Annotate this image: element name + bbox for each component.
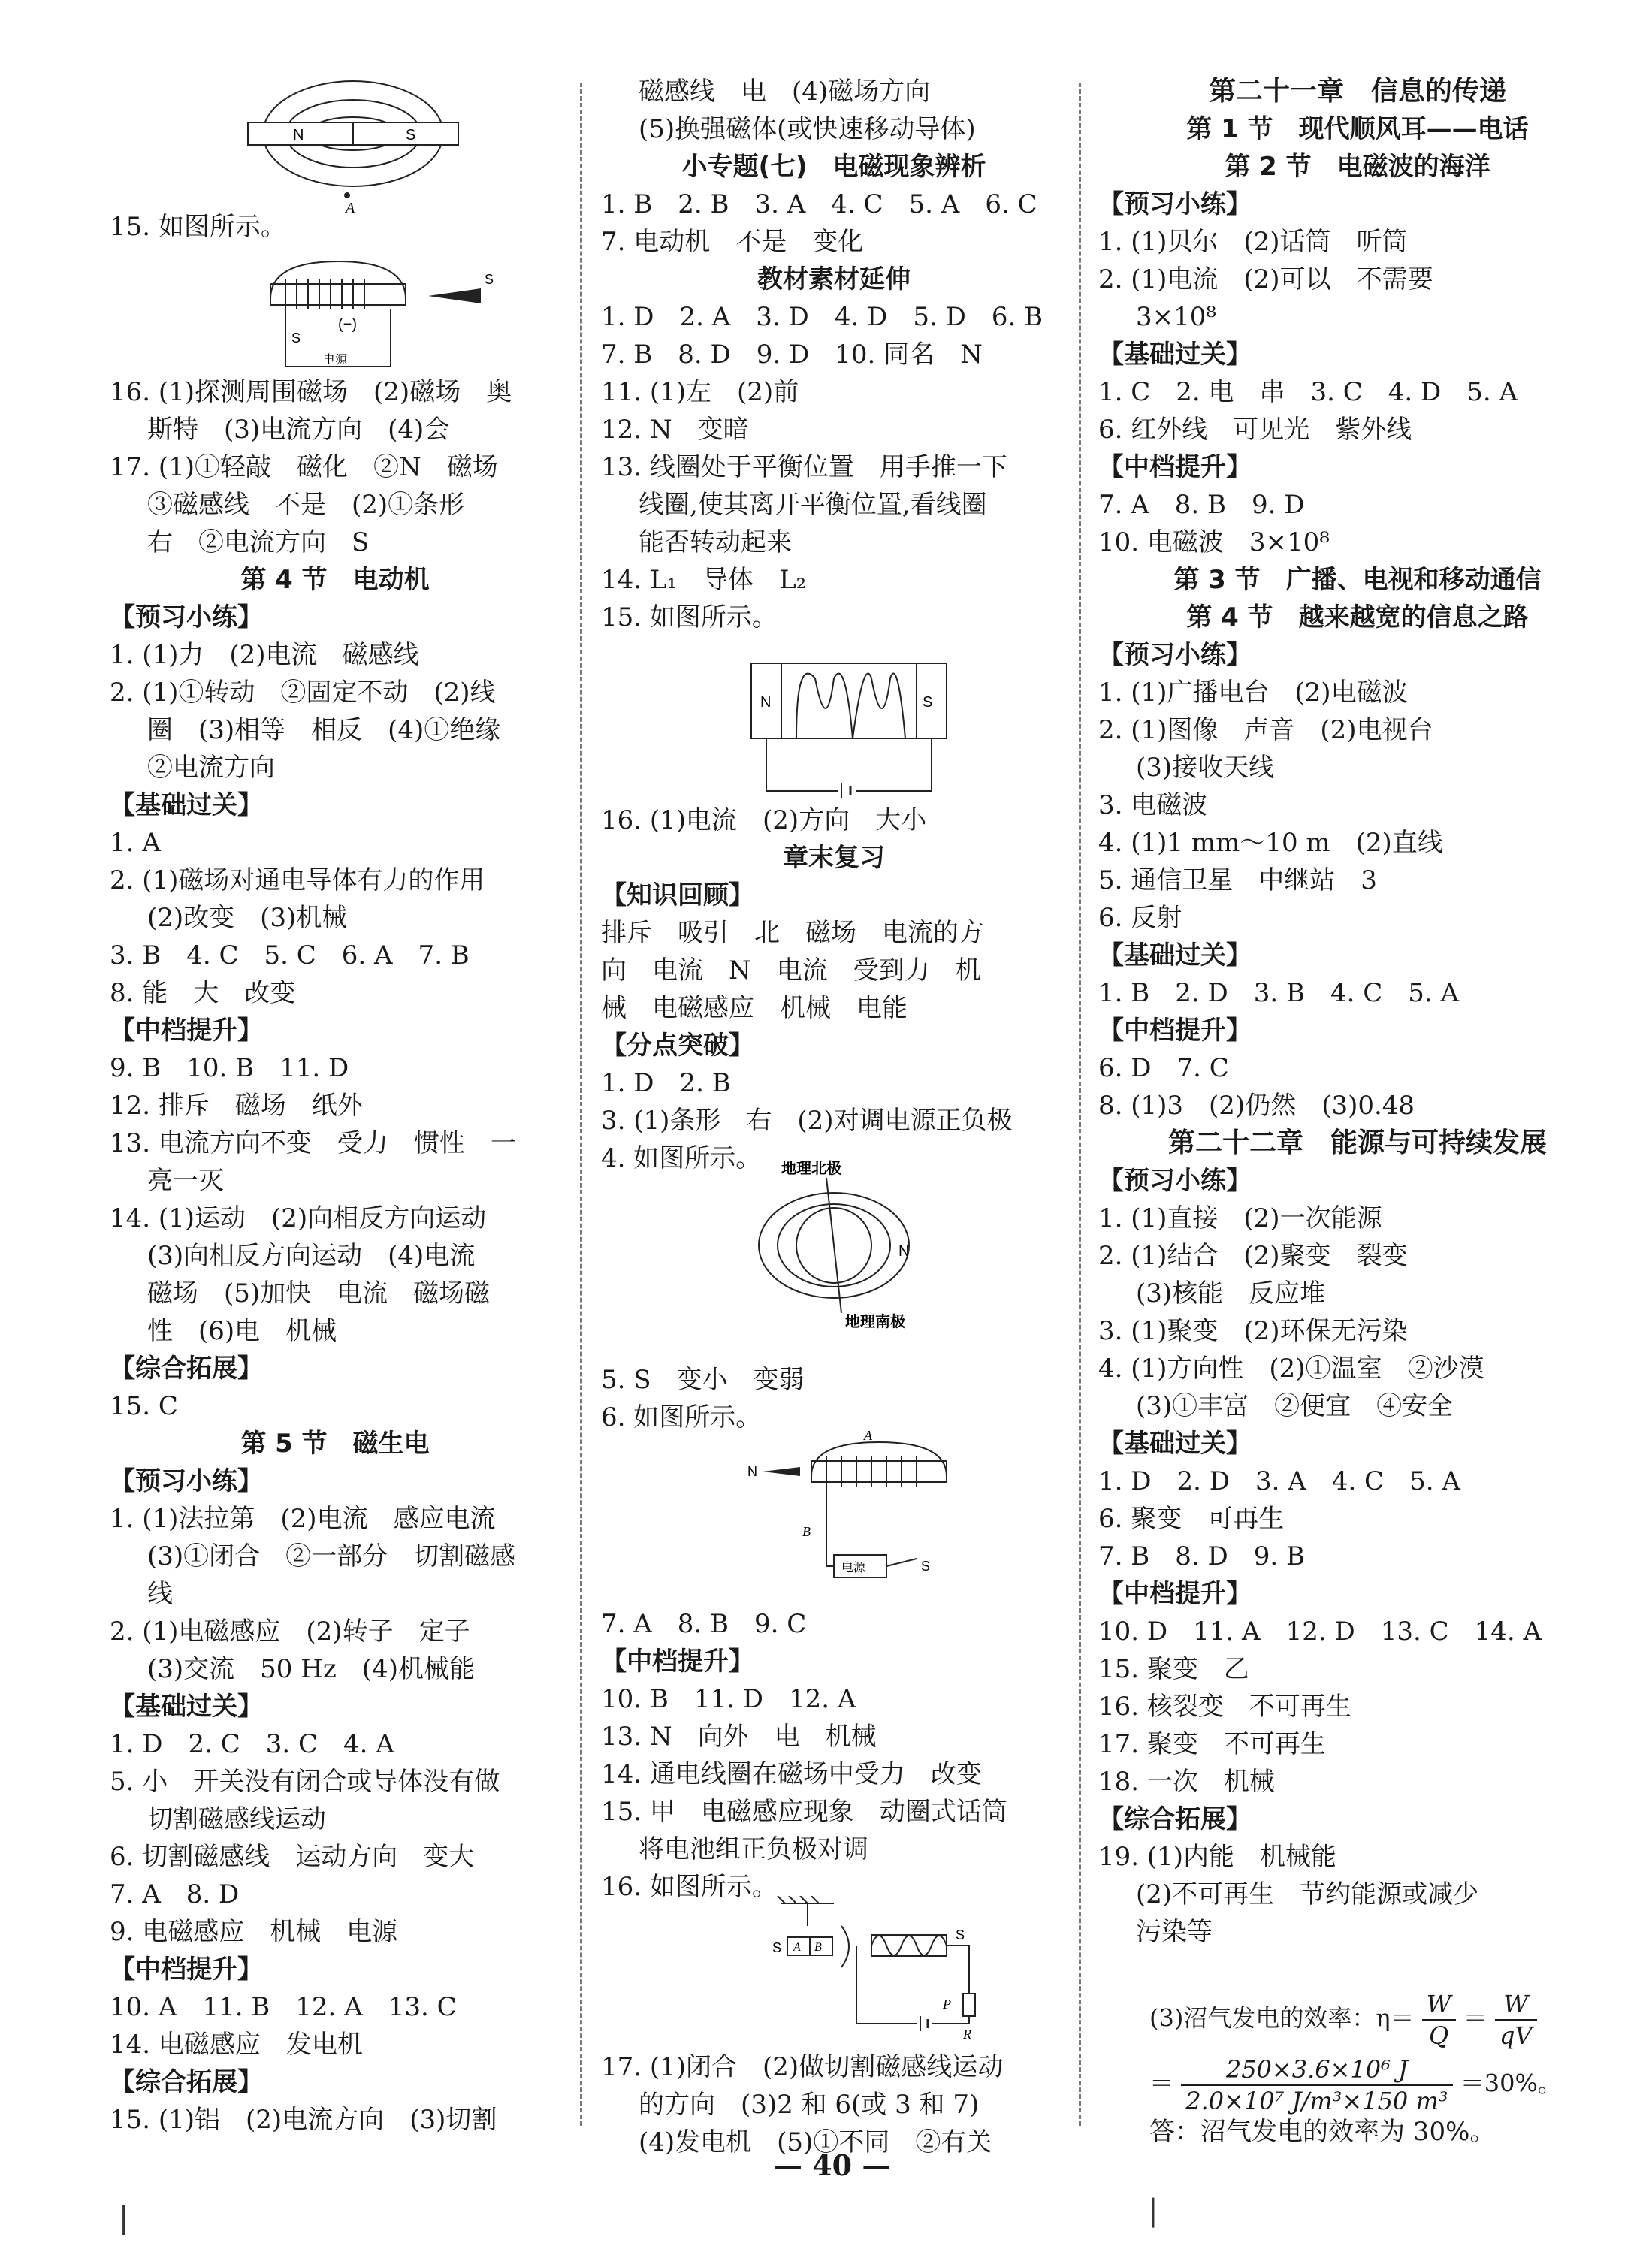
- c1-line-13: 1. A: [110, 828, 161, 858]
- c1-line-41: 7. A 8. D: [110, 1879, 240, 1909]
- c1-line-27: 【综合拓展】: [110, 1354, 263, 1384]
- c3-line-49: 污染等: [1136, 1917, 1213, 1947]
- c1-line-36: 【基础过关】: [110, 1692, 263, 1722]
- fig-6-label-n: N: [747, 1464, 757, 1479]
- c3-line-28: 第二十二章 能源与可持续发展: [1167, 1127, 1547, 1158]
- c3-line-26: 6. D 7. C: [1098, 1053, 1229, 1083]
- c1-line-24: (3)向相反方向运动 (4)电流: [147, 1241, 476, 1271]
- c3-line-12: 10. 电磁波 3×10⁸: [1098, 527, 1330, 557]
- fig-a-label-s: S: [406, 127, 416, 143]
- c1-line-22: 亮一灭: [147, 1166, 224, 1196]
- c3-line-6: 3×10⁸: [1136, 302, 1217, 332]
- c2-line-14: 15. 如图所示。: [601, 602, 778, 632]
- c2-line-13: 14. L₁ 导体 L₂: [601, 565, 807, 595]
- fig-16-label-s2: S: [956, 1927, 965, 1942]
- c2-line-8: 11. (1)左 (2)前: [601, 377, 799, 407]
- c3-line-32: (3)核能 反应堆: [1136, 1278, 1326, 1309]
- c2-line-33: 将电池组正负极对调: [639, 1834, 868, 1864]
- c3-line-46: 【综合拓展】: [1098, 1804, 1252, 1834]
- c1-line-8: 1. (1)力 (2)电流 磁感线: [110, 640, 419, 670]
- fig-6-label-a: A: [864, 1428, 872, 1443]
- c1-line-7: 【预习小练】: [110, 602, 263, 632]
- c1-line-40: 6. 切割磁感线 运动方向 变大: [110, 1842, 475, 1872]
- c3-line-4: 1. (1)贝尔 (2)话筒 听筒: [1098, 227, 1408, 257]
- column-divider-right: [1079, 83, 1081, 2126]
- fig-4-label-north: 地理北极: [781, 1159, 841, 1177]
- c2-line-36: 的方向 (3)2 和 6(或 3 和 7): [639, 2090, 980, 2120]
- c1-line-28: 15. C: [110, 1391, 178, 1421]
- c3-line-37: 1. D 2. D 3. A 4. C 5. A: [1098, 1466, 1460, 1496]
- c1-line-26: 性 (6)电 机械: [147, 1316, 337, 1346]
- figure-solenoid-circuit: [744, 1423, 969, 1596]
- fraction-w-q: $\frac{W}{Q}$: [1422, 1989, 1456, 2051]
- c3-line-47: 19. (1)内能 机械能: [1098, 1842, 1337, 1872]
- c2-line-28: 【中档提升】: [601, 1647, 754, 1677]
- c1-line-12: 【基础过关】: [110, 790, 263, 820]
- figure-bar-magnet-field: [240, 66, 466, 216]
- c2-line-37: (4)发电机 (5)①不同 ②有关: [639, 2127, 992, 2157]
- c3-line-5: 2. (1)电流 (2)可以 不需要: [1098, 264, 1433, 294]
- c1-line-46: 【综合拓展】: [110, 2067, 263, 2097]
- c3-line-3: 【预习小练】: [1098, 189, 1252, 219]
- c1-line-32: (3)①闭合 ②一部分 切割磁感: [147, 1541, 516, 1571]
- formula-prefix: (3)沼气发电的效率：η＝: [1149, 2003, 1415, 2033]
- c2-line-25: 5. S 变小 变弱: [601, 1365, 805, 1395]
- efficiency-formula-line1: (3)沼气发电的效率：η＝ $\frac{W}{Q}$ ＝ $\frac{W}{qV}$: [1149, 1989, 1537, 2051]
- figure-speaker-circuit: [766, 1896, 992, 2046]
- c3-line-9: 6. 红外线 可见光 紫外线: [1098, 415, 1412, 445]
- efficiency-formula-line2: ＝ $\frac{\text{250×3.6×10⁶ J}}{\text{2.0×10⁷ J/m³×150 m³}}$ ＝30%。: [1149, 2055, 1562, 2115]
- c3-line-45: 18. 一次 机械: [1098, 1767, 1275, 1797]
- c3-line-34: 4. (1)方向性 (2)①温室 ②沙漠: [1098, 1354, 1484, 1384]
- fig-15a-label-s: S: [485, 272, 494, 287]
- c3-line-1: 第 1 节 现代顺风耳——电话: [1186, 114, 1529, 144]
- fig-15b-label-n: N: [760, 694, 772, 711]
- c1-line-10: 圈 (3)相等 相反 (4)①绝缘: [147, 715, 501, 745]
- c2-line-18: 排斥 吸引 北 磁场 电流的方: [601, 918, 984, 948]
- c1-line-31: 1. (1)法拉第 (2)电流 感应电流: [110, 1504, 496, 1534]
- c1-line-14: 2. (1)磁场对通电导体有力的作用: [110, 865, 485, 895]
- column-divider-left: [580, 83, 582, 2126]
- figure-earth-magnetic-field: [751, 1155, 947, 1336]
- c1-line-16: 3. B 4. C 5. C 6. A 7. B: [110, 940, 470, 970]
- c1-line-35: (3)交流 50 Hz (4)机械能: [147, 1654, 475, 1684]
- fig-6-label-b: B: [802, 1524, 811, 1539]
- c2-line-0: 磁感线 电 (4)磁场方向: [639, 77, 931, 107]
- c2-line-21: 【分点突破】: [601, 1031, 754, 1061]
- c3-line-31: 2. (1)结合 (2)聚变 裂变: [1098, 1241, 1408, 1271]
- c1-line-23: 14. (1)运动 (2)向相反方向运动: [110, 1203, 487, 1233]
- c1-line-34: 2. (1)电磁感应 (2)转子 定子: [110, 1616, 470, 1647]
- c2-line-35: 17. (1)闭合 (2)做切割磁感线运动: [601, 2052, 1004, 2082]
- c3-line-29: 【预习小练】: [1098, 1166, 1252, 1196]
- c2-line-9: 12. N 变暗: [601, 415, 749, 445]
- c2-line-7: 7. B 8. D 9. D 10. 同名 N: [601, 340, 983, 370]
- c3-line-18: (3)接收天线: [1136, 753, 1275, 783]
- scan-mark-left: ❘: [111, 2201, 137, 2235]
- c3-line-30: 1. (1)直接 (2)一次能源: [1098, 1203, 1382, 1233]
- c1-line-18: 【中档提升】: [110, 1016, 263, 1046]
- c3-line-25: 【中档提升】: [1098, 1016, 1252, 1046]
- c1-line-21: 13. 电流方向不变 受力 惯性 一: [110, 1128, 516, 1158]
- c2-line-27: 7. A 8. B 9. C: [601, 1609, 807, 1639]
- c1-line-39: 切割磁感线运动: [147, 1804, 326, 1834]
- c2-line-26: 6. 如图所示。: [601, 1402, 762, 1432]
- c2-line-2: 小专题(七) 电磁现象辨析: [681, 152, 986, 182]
- c2-line-5: 教材素材延伸: [757, 264, 911, 294]
- c2-line-34: 16. 如图所示。: [601, 1872, 778, 1902]
- c1-line-44: 10. A 11. B 12. A 13. C: [110, 1992, 457, 2022]
- c1-line-37: 1. D 2. C 3. C 4. A: [110, 1729, 394, 1759]
- c3-line-13: 第 3 节 广播、电视和移动通信: [1173, 565, 1542, 595]
- c3-line-8: 1. C 2. 电 串 3. C 4. D 5. A: [1098, 377, 1518, 407]
- c3-line-39: 7. B 8. D 9. B: [1098, 1541, 1305, 1571]
- c3-line-14: 第 4 节 越来越宽的信息之路: [1186, 602, 1529, 632]
- c3-line-7: 【基础过关】: [1098, 340, 1252, 370]
- c1-line-15: (2)改变 (3)机械: [147, 903, 348, 933]
- fraction-numeric: $\frac{\text{250×3.6×10⁶ J}}{\text{2.0×10⁷ J/m³×150 m³}}$: [1181, 2054, 1452, 2116]
- c3-line-17: 2. (1)图像 声音 (2)电视台: [1098, 715, 1433, 745]
- fig-16-label-a: A: [793, 1941, 801, 1954]
- c3-line-15: 【预习小练】: [1098, 640, 1252, 670]
- c3-line-2: 第 2 节 电磁波的海洋: [1225, 152, 1490, 182]
- c3-line-48: (2)不可再生 节约能源或减少: [1136, 1879, 1479, 1909]
- c3-line-33: 3. (1)聚变 (2)环保无污染: [1098, 1316, 1408, 1346]
- c3-line-42: 15. 聚变 乙: [1098, 1654, 1249, 1684]
- fig-a-label-n: N: [293, 127, 304, 143]
- figure-solenoid-compass: [255, 254, 496, 382]
- c2-line-24: 4. 如图所示。: [601, 1143, 762, 1173]
- fig-16-label-p: P: [943, 1997, 951, 2012]
- c1-line-5: 右 ②电流方向 S: [147, 527, 370, 557]
- c3-line-36: 【基础过关】: [1098, 1429, 1252, 1459]
- c2-line-15: 16. (1)电流 (2)方向 大小: [601, 805, 927, 835]
- fig-15a-label-minus: (−): [338, 316, 357, 333]
- c1-line-30: 【预习小练】: [110, 1466, 263, 1496]
- scan-mark-right: ❘: [1140, 2193, 1166, 2228]
- c1-line-3: 17. (1)①轻敲 磁化 ②N 磁场: [110, 452, 498, 482]
- c1-line-20: 12. 排斥 磁场 纸外: [110, 1091, 363, 1121]
- c2-line-20: 械 电磁感应 机械 电能: [601, 993, 908, 1023]
- c1-line-42: 9. 电磁感应 机械 电源: [110, 1917, 398, 1947]
- fig-15b-label-s: S: [923, 694, 933, 711]
- c1-line-38: 5. 小 开关没有闭合或导体没有做: [110, 1767, 500, 1797]
- c3-line-0: 第二十一章 信息的传递: [1208, 76, 1506, 107]
- c2-line-6: 1. D 2. A 3. D 4. D 5. D 6. B: [601, 302, 1043, 332]
- c2-line-29: 10. B 11. D 12. A: [601, 1684, 856, 1714]
- c3-line-22: 6. 反射: [1098, 903, 1182, 933]
- c2-line-19: 向 电流 N 电流 受到力 机: [601, 955, 981, 986]
- figure-coil-between-magnets: [744, 656, 954, 806]
- c1-line-0: 15. 如图所示。: [110, 212, 286, 242]
- fig-16-label-s: S: [772, 1940, 782, 1955]
- fig-a-label-a: A: [346, 200, 355, 216]
- c2-line-4: 7. 电动机 不是 变化: [601, 227, 864, 257]
- c3-line-35: (3)①丰富 ②便宜 ④安全: [1136, 1391, 1454, 1421]
- c2-line-22: 1. D 2. B: [601, 1068, 731, 1098]
- c3-line-24: 1. B 2. D 3. B 4. C 5. A: [1098, 978, 1460, 1008]
- c2-line-1: (5)换强磁体(或快速移动导体): [639, 114, 976, 144]
- c2-line-12: 能否转动起来: [639, 527, 792, 557]
- c3-line-23: 【基础过关】: [1098, 940, 1252, 970]
- c1-line-29: 第 5 节 磁生电: [240, 1429, 430, 1459]
- c2-line-32: 15. 甲 电磁感应现象 动圈式话筒: [601, 1797, 1007, 1827]
- c3-line-21: 5. 通信卫星 中继站 3: [1098, 865, 1377, 895]
- fig-16-label-b: B: [814, 1941, 822, 1954]
- c2-line-16: 章末复习: [783, 843, 885, 873]
- c1-line-4: ③磁感线 不是 (2)①条形: [147, 490, 465, 520]
- c3-line-27: 8. (1)3 (2)仍然 (3)0.48: [1098, 1091, 1415, 1121]
- fig-16-label-r: R: [963, 2027, 971, 2042]
- c1-line-43: 【中档提升】: [110, 1955, 263, 1985]
- fig-6-label-s: S: [921, 1559, 931, 1574]
- efficiency-answer: 答：沼气发电的效率为 30%。: [1149, 2117, 1496, 2147]
- c2-line-3: 1. B 2. B 3. A 4. C 5. A 6. C: [601, 189, 1037, 219]
- fig-4-label-south: 地理南极: [845, 1312, 905, 1330]
- fraction-w-qv: $\frac{W}{qV}$: [1495, 1989, 1537, 2051]
- page-number: — 40 —: [774, 2148, 891, 2182]
- c1-line-2: 斯特 (3)电流方向 (4)会: [147, 415, 450, 445]
- c3-line-10: 【中档提升】: [1098, 452, 1252, 482]
- fig-4-label-n: N: [898, 1243, 910, 1260]
- c3-line-19: 3. 电磁波: [1098, 790, 1208, 820]
- fig-15a-label-s2: S: [291, 331, 301, 346]
- c1-line-6: 第 4 节 电动机: [240, 565, 430, 595]
- c1-line-11: ②电流方向: [147, 753, 275, 783]
- c3-line-43: 16. 核裂变 不可再生: [1098, 1692, 1351, 1722]
- c3-line-44: 17. 聚变 不可再生: [1098, 1729, 1326, 1759]
- c1-line-19: 9. B 10. B 11. D: [110, 1053, 349, 1083]
- fig-15a-label-power: 电源: [323, 352, 348, 367]
- c1-line-25: 磁场 (5)加快 电流 磁场磁: [147, 1278, 491, 1309]
- c1-line-17: 8. 能 大 改变: [110, 978, 296, 1008]
- c1-line-45: 14. 电磁感应 发电机: [110, 2030, 363, 2060]
- c2-line-11: 线圈,使其离开平衡位置,看线圈: [639, 490, 987, 520]
- c1-line-1: 16. (1)探测周围磁场 (2)磁场 奥: [110, 377, 512, 407]
- c3-line-20: 4. (1)1 mm～10 m (2)直线: [1098, 828, 1443, 858]
- c1-line-9: 2. (1)①转动 ②固定不动 (2)线: [110, 678, 496, 708]
- fig-6-label-power: 电源: [841, 1560, 866, 1574]
- c3-line-16: 1. (1)广播电台 (2)电磁波: [1098, 678, 1408, 708]
- c1-line-33: 线: [147, 1579, 173, 1609]
- c3-line-40: 【中档提升】: [1098, 1579, 1252, 1609]
- c2-line-17: 【知识回顾】: [601, 880, 754, 910]
- c1-line-47: 15. (1)铝 (2)电流方向 (3)切割: [110, 2105, 497, 2135]
- c2-line-31: 14. 通电线圈在磁场中受力 改变: [601, 1759, 982, 1789]
- c3-line-38: 6. 聚变 可再生: [1098, 1504, 1285, 1534]
- c2-line-10: 13. 线圈处于平衡位置 用手推一下: [601, 452, 1007, 482]
- c3-line-41: 10. D 11. A 12. D 13. C 14. A: [1098, 1616, 1542, 1647]
- c2-line-23: 3. (1)条形 右 (2)对调电源正负极: [601, 1106, 1013, 1136]
- c2-line-30: 13. N 向外 电 机械: [601, 1722, 877, 1752]
- c3-line-11: 7. A 8. B 9. D: [1098, 490, 1305, 520]
